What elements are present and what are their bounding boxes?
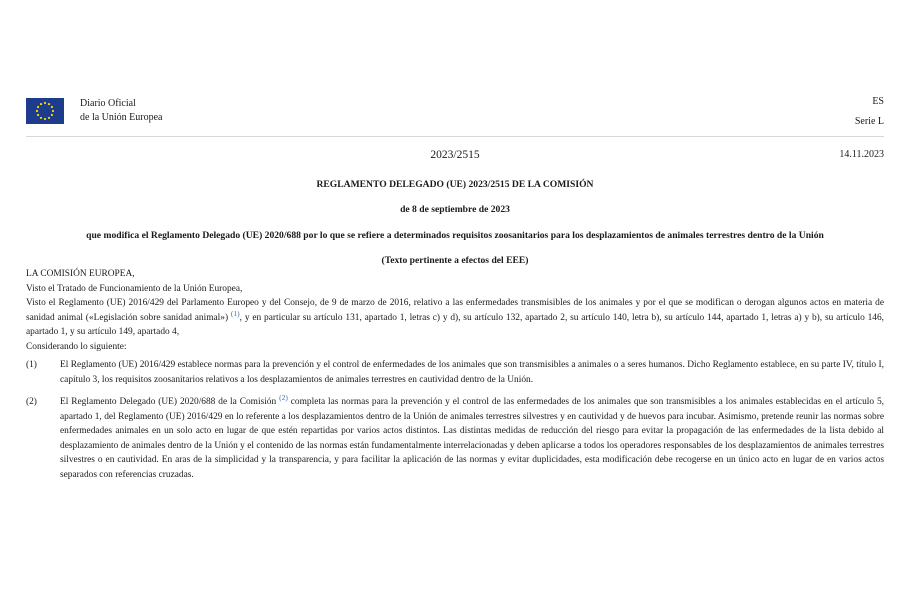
flag-star: [40, 103, 42, 105]
journal-name: [80, 97, 162, 125]
recital-2: [26, 392, 884, 482]
eu-flag-icon: [26, 98, 64, 124]
recital-number: (2): [26, 397, 37, 407]
eea-relevance-note: (Texto pertinente a efectos del EEE): [381, 255, 529, 266]
regulation-reference-text-a: Visto el Reglamento (UE) 2016/429 del Parlamento Europeo y del Consejo, de 9 de marzo de 2016, relativo a las enfermedades transmisibles de los animales y por el que se modifican o derogan algunos actos en materia de sanidad animal («Legislación sobre sanidad animal»): [26, 298, 884, 323]
recital-1: [26, 358, 884, 387]
flag-star: [36, 110, 38, 112]
flag-star: [37, 114, 39, 116]
journal-name-line2: de la Unión Europea: [80, 112, 163, 123]
flag-star: [37, 106, 39, 108]
recital-text-b: completa las normas para la prevención y el control de las enfermedades de los animales que son transmisibles a los animales establecidas en el artículo 5, apartado 1, del Reglamento (UE) 2016/429 en lo referente a los desplazamientos dentro de la Unión de animales terrestres silvestres y en cautividad y de huevos para incubar. Asimismo, pretende reunir las normas sobre enfermedades animales en un solo acto en lugar de que estén repartidas por varios actos distintos. Las distintas medidas de reducción del riesgo para evitar la propagación de las enfermedades de la lista debido al desplazamiento de animales dentro de la Unión y el contenido de las normas están fundamentalmente interrelacionadas y deben aplicarse a todos los operadores responsables de los desplazamientos de animales terrestres silvestres o en cautividad. En aras de la simplicidad y la transparencia, y para facilitar la aplicación de las normas y evitar duplicidades, esta modificación debe recogerse en un único acto en lugar de en varios actos separados con referencias cruzadas.: [60, 397, 884, 480]
regulation-date: de 8 de septiembre de 2023: [400, 204, 510, 215]
recital-text: El Reglamento (UE) 2016/429 establece normas para la prevención y el control de enfermedades de los animales que son transmisibles a animales o a seres humanos. Dicho Reglamento establece, en su parte IV, título I, capítulo 3, los requisitos zoosanitarios relativos a los desplazamientos de animales terrestres en cautividad dentro de la Unión.: [60, 360, 884, 385]
footnote-1-link[interactable]: (1): [230, 308, 240, 318]
flag-star: [44, 102, 46, 104]
flag-star: [52, 110, 54, 112]
commission-heading: LA COMISIÓN EUROPEA,: [26, 269, 135, 279]
document-number: 2023/2515: [430, 149, 480, 161]
regulation-reference-text-b: , y en particular su artículo 131, apartado 1, letras c) y d), su artículo 132, apartado 2, su artículo 140, letra b), su artículo 144, apartado 1, letras a) y b), su artículo 146, apartado 1, y su artículo 149, apartado 4,: [26, 312, 884, 337]
flag-star: [48, 103, 50, 105]
regulation-reference: [26, 296, 884, 340]
series-label: Serie L: [854, 116, 884, 127]
journal-name-line1: Diario Oficial: [80, 98, 136, 109]
document-number-line: [26, 149, 884, 169]
flag-star: [51, 106, 53, 108]
considering-heading: Considerando lo siguiente:: [26, 341, 127, 352]
language-code: ES: [872, 96, 884, 107]
treaty-reference: Visto el Tratado de Funcionamiento de la Unión Europea,: [26, 283, 243, 294]
footnote-2-link[interactable]: (2): [279, 392, 288, 402]
flag-star: [48, 117, 50, 119]
flag-star: [44, 118, 46, 120]
publication-date: 14.11.2023: [839, 149, 884, 160]
flag-star: [51, 114, 53, 116]
recital-text-a: El Reglamento Delegado (UE) 2020/688 de la Comisión: [60, 397, 280, 407]
document-page: [26, 96, 884, 482]
recital-number: (1): [26, 360, 37, 370]
regulation-title: REGLAMENTO DELEGADO (UE) 2023/2515 DE LA COMISIÓN: [316, 179, 594, 190]
regulation-subject: que modifica el Reglamento Delegado (UE) 2020/688 por lo que se refiere a determinados requisitos zoosanitarios para los desplazamientos de animales terrestres dentro de la Unión: [86, 230, 824, 241]
journal-header: [26, 96, 884, 137]
flag-star: [40, 117, 42, 119]
recital-text: [60, 392, 884, 482]
